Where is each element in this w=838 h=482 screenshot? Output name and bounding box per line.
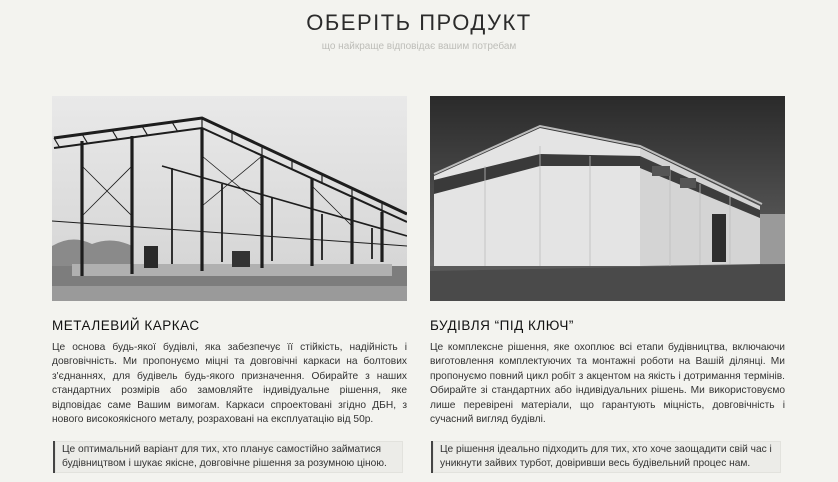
turnkey-building-description: Це комплексне рішення, яке охоплює всі етапи будівництва, включаючи виготовлення комплектуючих та монтажні роботи на Вашій ділянці. Ми пропонуємо повний цикл робіт з акцентом на якість і дотримання термінів. Обирайте зі стандартних або індивідуальних рішень. Ми використовуємо лише перевірені матеріали, що гарантують міцність, довговічність і сучасний вигляд будівлі. <box>430 342 785 426</box>
metal-frame-description: Це основа будь-якої будівлі, яка забезпечує її стійкість, надійність і довговічність. Ми пропонуємо міцні та довговічні каркаси на болтових з'єднаннях, для будівель будь-якого призначення. Обирайте з наших стандартних розмірів або замовляйте індивідуальне рішення, яке відповідає саме Вашим вимогам. Каркаси спроектовані згідно ДБН, з нового високоякісного металу, розраховані на експлуатацію від 50р. <box>52 342 407 426</box>
product-card-metal-frame[interactable] <box>52 96 407 453</box>
turnkey-building-title: БУДІВЛЯ “ПІД КЛЮЧ” <box>430 318 574 333</box>
page-subtitle: що найкраще відповідає вашим потребам <box>321 41 517 52</box>
product-card-turnkey-building[interactable] <box>430 96 785 453</box>
turnkey-building-note: Це рішення ідеально підходить для тих, хто хоче заощадити свій час і уникнути зайвих турбот, довіривши весь будівельний процес нам. <box>431 441 781 473</box>
metal-frame-title: МЕТАЛЕВИЙ КАРКАС <box>52 318 200 333</box>
metal-frame-note: Це оптимальний варіант для тих, хто планує самостійно займатися будівництвом і шукає якісне, довговічне рішення за розумною ціною. <box>53 441 403 473</box>
page-title: ОБЕРІТЬ ПРОДУКТ <box>306 10 532 35</box>
metal-frame-photo <box>52 96 407 301</box>
turnkey-building-photo <box>430 96 785 301</box>
